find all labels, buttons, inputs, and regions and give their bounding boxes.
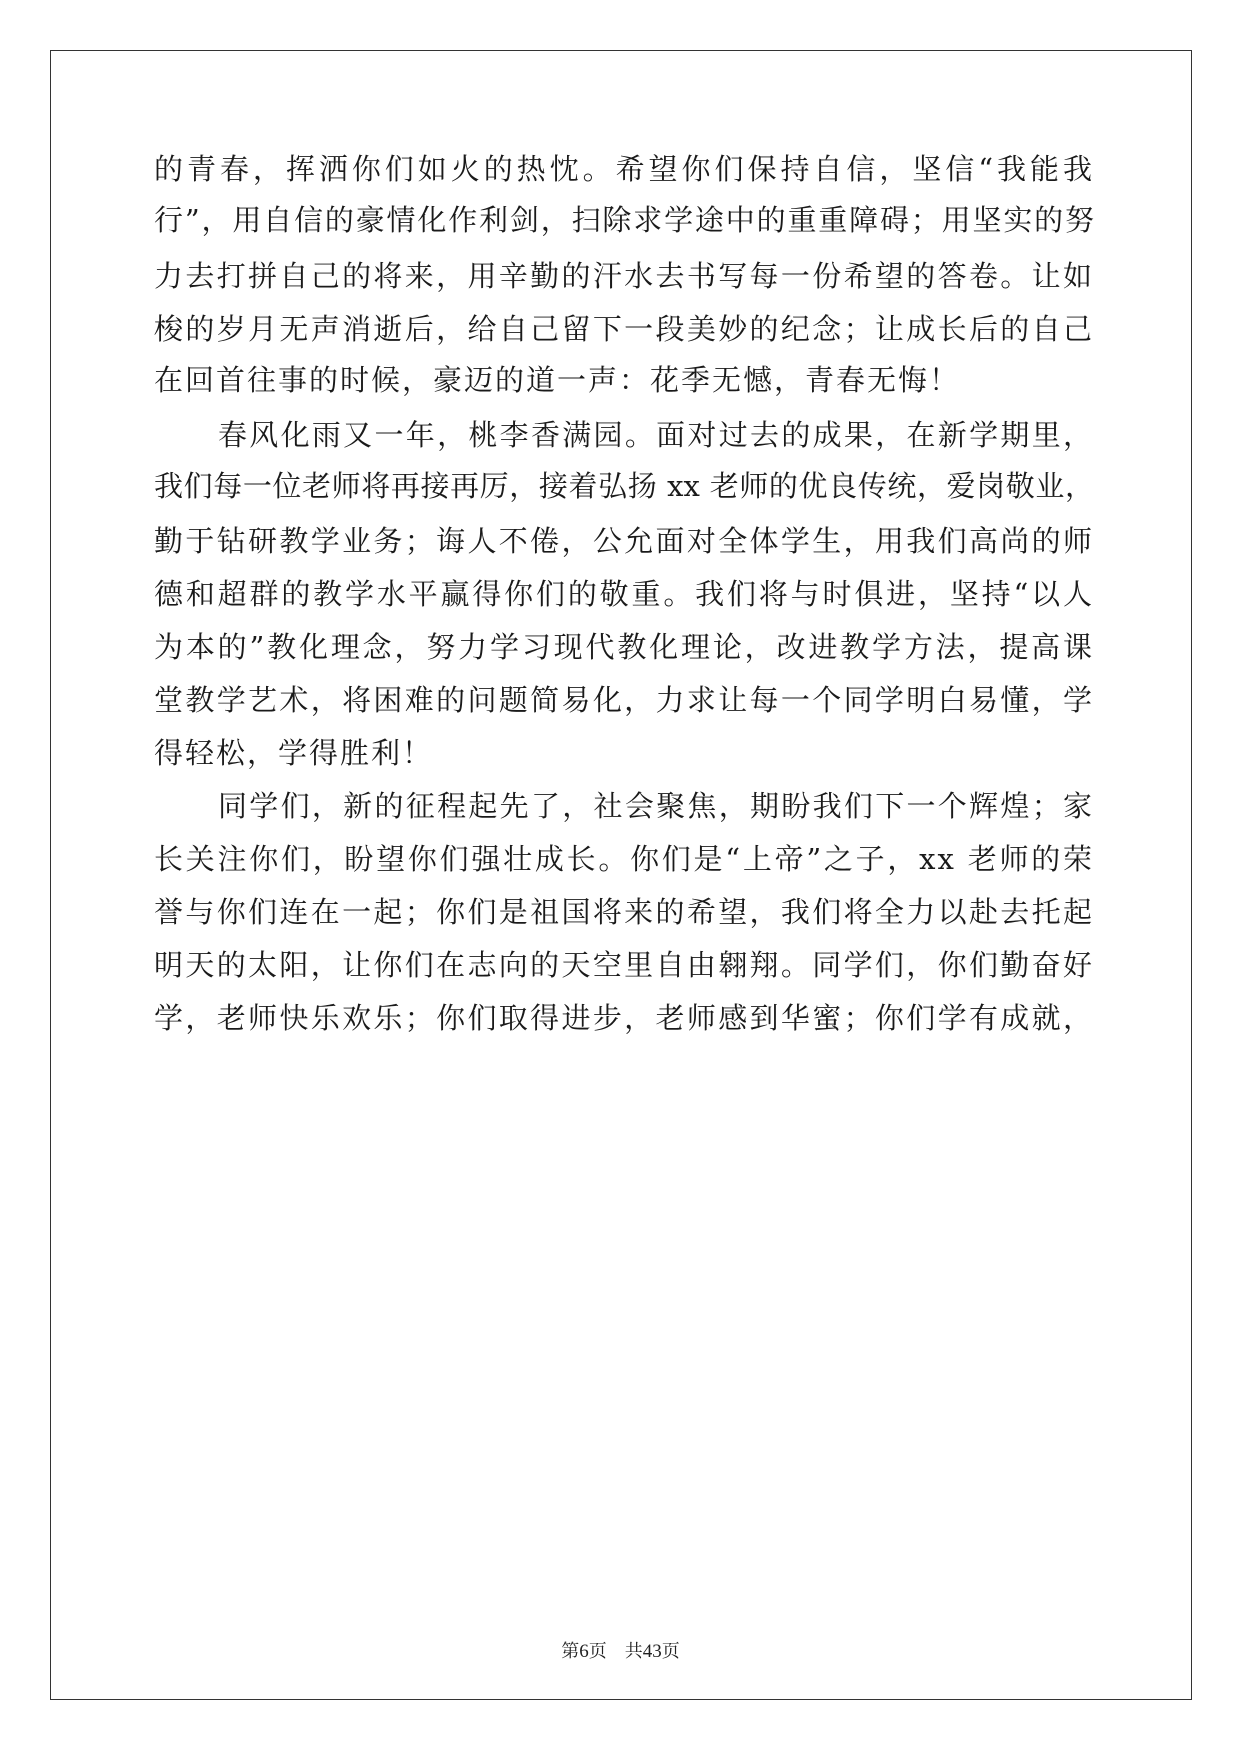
- text-line: 我们每一位老师将再接再厉，接着弘扬 xx 老师的优良传统，爱岗敬业，: [154, 469, 1094, 503]
- text-line: 明天的太阳，让你们在志向的天空里自由翱翔。同学们，你们勤奋好: [154, 948, 1094, 982]
- paragraph-first-line: 春风化雨又一年，桃李香满园。面对过去的成果，在新学期里，: [218, 418, 1094, 452]
- text-line: 的青春，挥洒你们如火的热忱。希望你们保持自信，坚信“我能我: [154, 152, 1094, 186]
- text-line: 力去打拼自己的将来，用辛勤的汗水去书写每一份希望的答卷。让如: [154, 259, 1094, 293]
- text-line: 誉与你们连在一起；你们是祖国将来的希望，我们将全力以赴去托起: [154, 895, 1094, 929]
- page-prefix: 第: [561, 1641, 580, 1662]
- total-suffix: 页: [661, 1641, 680, 1662]
- text-line: 为本的”教化理念，努力学习现代教化理论，改进教学方法，提高课: [154, 630, 1094, 664]
- total-prefix: 共: [624, 1641, 643, 1662]
- text-line: 行”，用自信的豪情化作利剑，扫除求学途中的重重障碍；用坚实的努: [154, 203, 1094, 237]
- page-number: 6: [579, 1641, 589, 1662]
- text-line: 学，老师快乐欢乐；你们取得进步，老师感到华蜜；你们学有成就，: [154, 1001, 1094, 1035]
- text-line: 得轻松，学得胜利！: [154, 736, 434, 770]
- text-line: 长关注你们，盼望你们强壮成长。你们是“上帝”之子，xx 老师的荣: [154, 842, 1094, 876]
- text-line: 堂教学艺术，将困难的问题简易化，力求让每一个同学明白易懂，学: [154, 683, 1094, 717]
- page-suffix: 页: [588, 1641, 607, 1662]
- paragraph-first-line: 同学们，新的征程起先了，社会聚焦，期盼我们下一个辉煌；家: [218, 789, 1094, 823]
- total-pages: 43: [642, 1641, 662, 1662]
- text-line: 勤于钻研教学业务；诲人不倦，公允面对全体学生，用我们高尚的师: [154, 524, 1094, 558]
- text-line: 梭的岁月无声消逝后，给自己留下一段美妙的纪念；让成长后的自己: [154, 312, 1094, 346]
- text-line: 德和超群的教学水平赢得你们的敬重。我们将与时俱进，坚持“以人: [154, 577, 1094, 611]
- text-line: 在回首往事的时候，豪迈的道一声：花季无憾，青春无悔！: [154, 363, 961, 397]
- page-footer: [0, 1640, 1241, 1664]
